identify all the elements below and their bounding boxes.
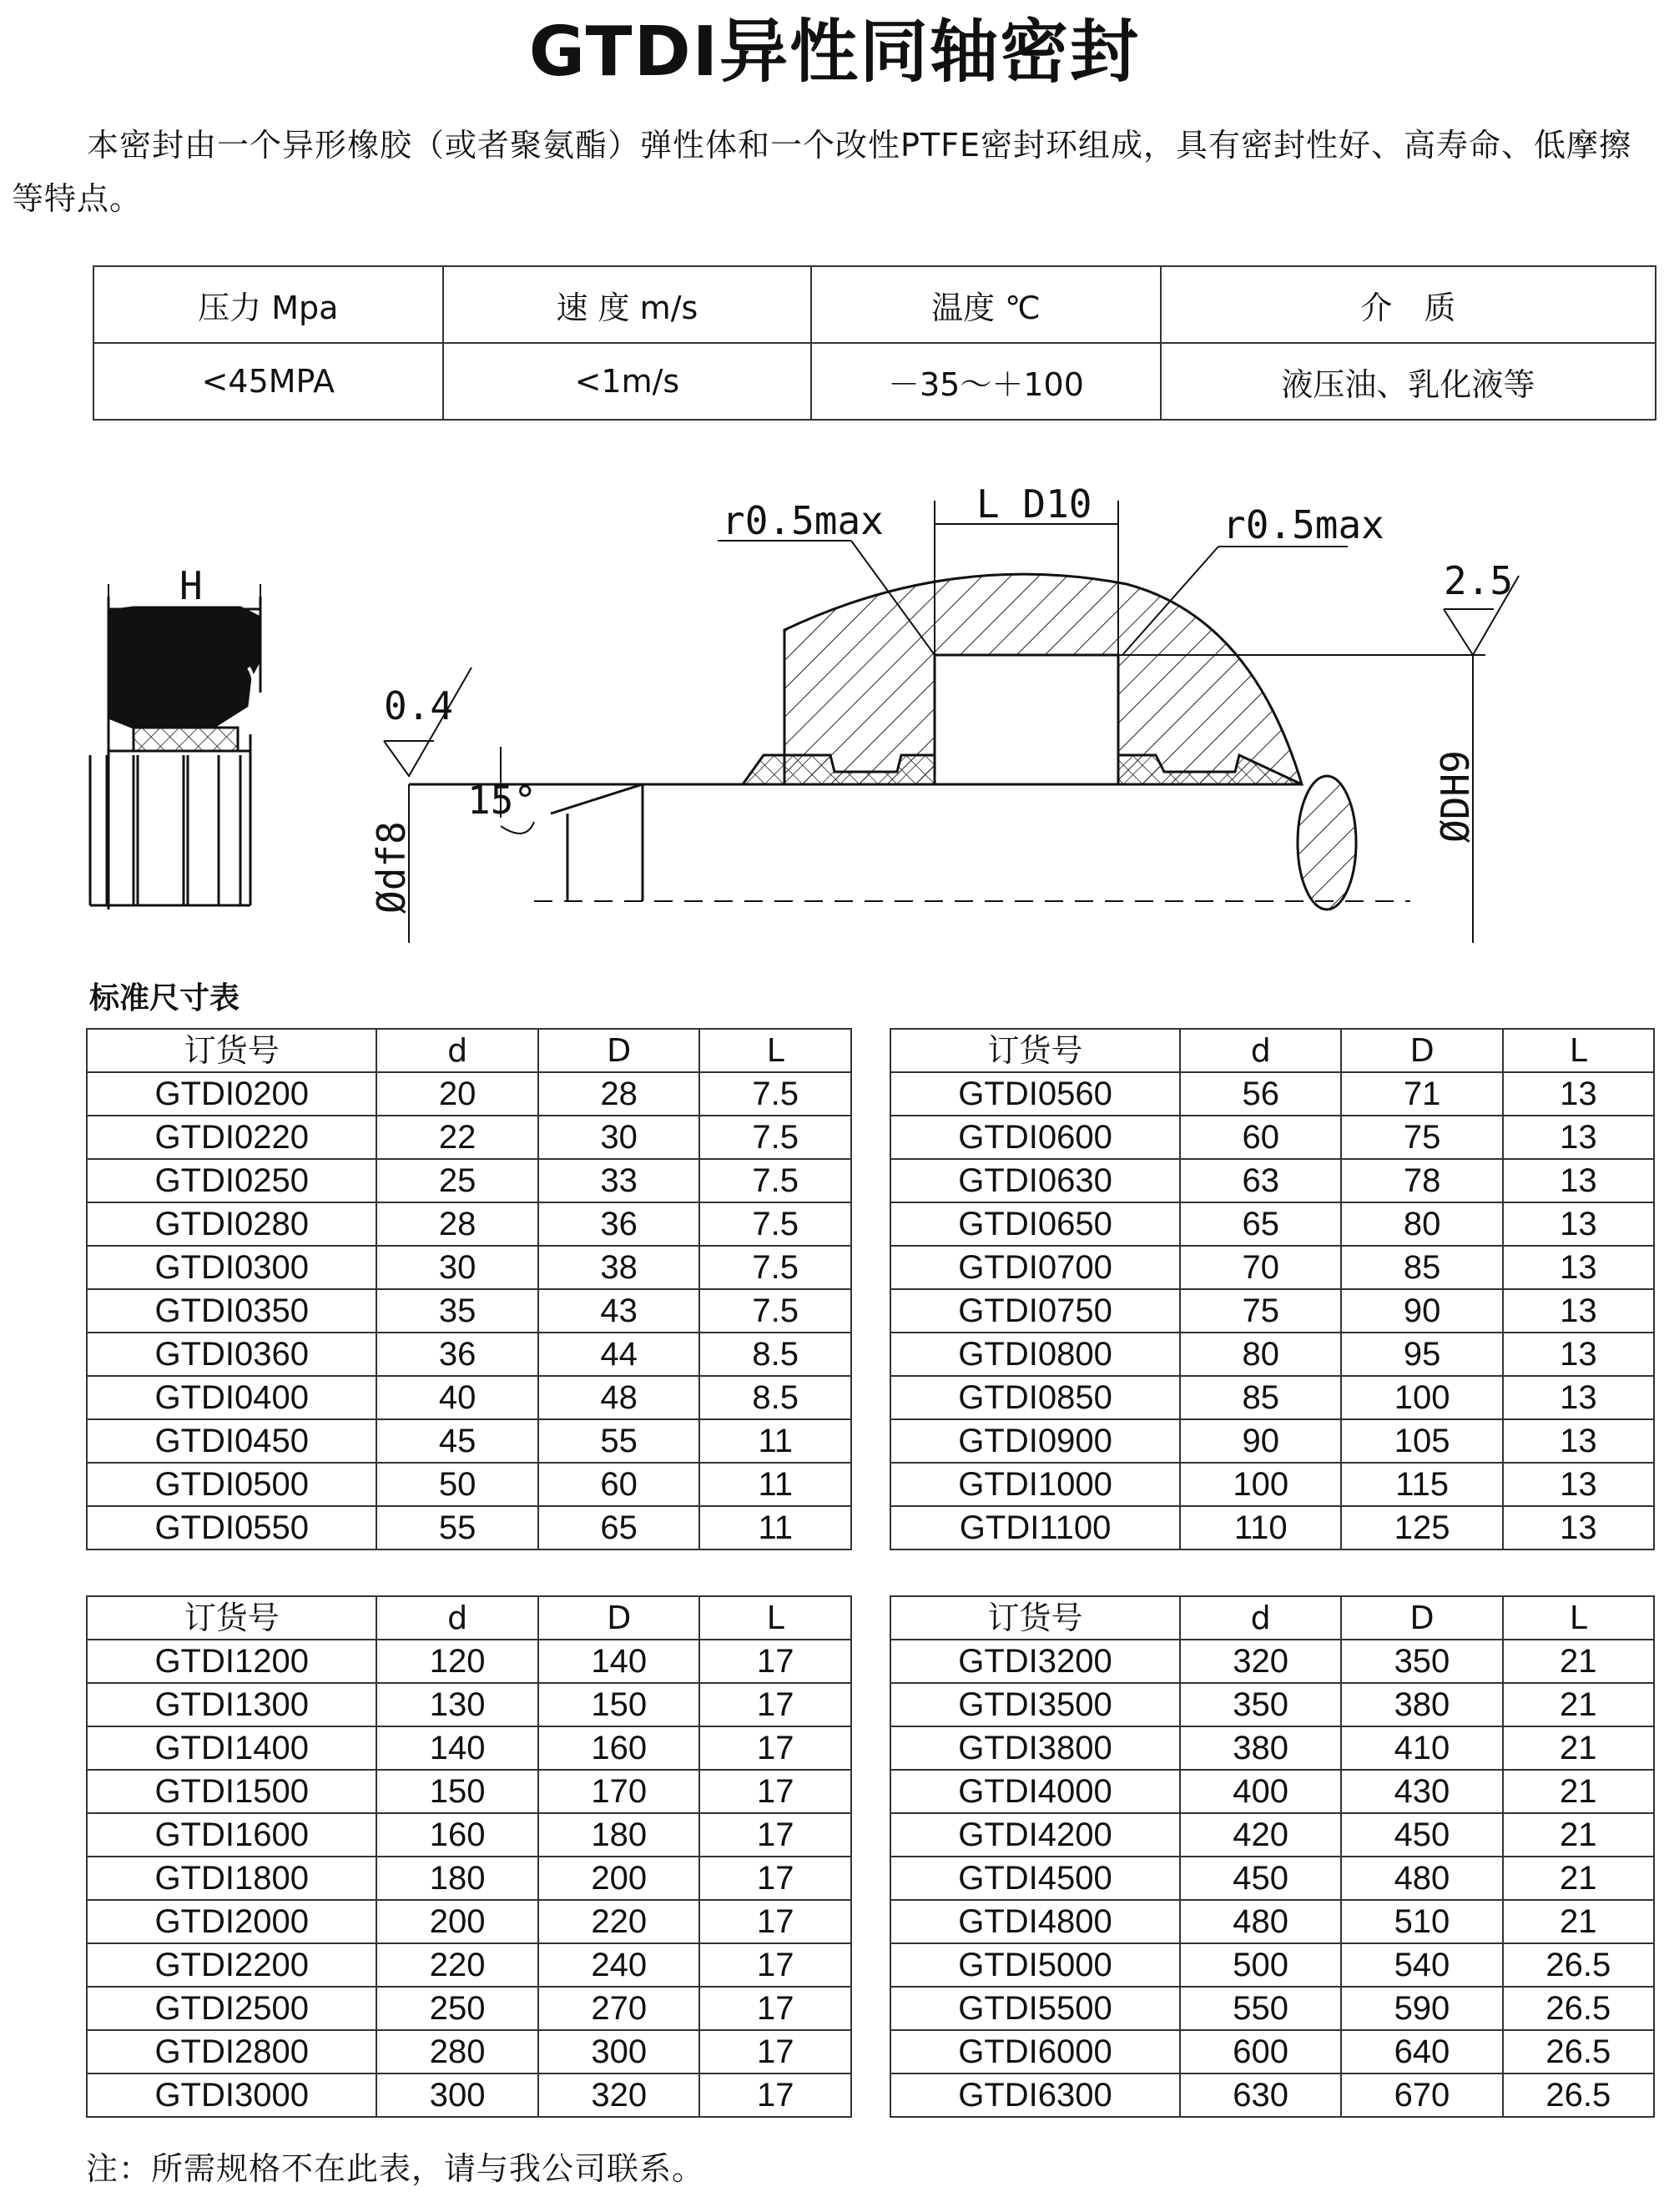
table-cell: 450: [1341, 1813, 1502, 1857]
table-cell: 500: [1180, 1943, 1341, 1987]
table-cell: 17: [699, 1943, 851, 1987]
table-cell: GTDI1300: [87, 1683, 376, 1726]
table-cell: GTDI1000: [890, 1463, 1180, 1506]
table-cell: 320: [1180, 1640, 1341, 1683]
table-cell: 550: [1180, 1987, 1341, 2030]
table-cell: 115: [1341, 1463, 1502, 1506]
radius-left-label: r0.5max: [722, 498, 884, 543]
table-row: [87, 1900, 851, 1943]
table-row: [87, 1202, 851, 1246]
dimension-h: [108, 563, 260, 617]
table-cell: 180: [376, 1857, 538, 1900]
table-cell: 160: [376, 1813, 538, 1857]
performance-value-cell: 液压油、乳化液等: [1161, 343, 1656, 420]
table-row: [87, 1246, 851, 1289]
table-cell: GTDI2200: [87, 1943, 376, 1987]
table-cell: 13: [1503, 1246, 1654, 1289]
table-cell: 48: [538, 1376, 699, 1419]
table-cell: GTDI0560: [890, 1072, 1180, 1116]
technical-drawing: [0, 0, 1669, 968]
table-header-cell: D: [538, 1029, 699, 1072]
roughness-right-label: 2.5: [1444, 558, 1514, 603]
table-cell: GTDI3500: [890, 1683, 1180, 1726]
table-cell: 7.5: [699, 1159, 851, 1202]
table-cell: 28: [538, 1072, 699, 1116]
table-cell: GTDI0200: [87, 1072, 376, 1116]
table-cell: 65: [1180, 1202, 1341, 1246]
table-cell: 56: [1180, 1072, 1341, 1116]
table-cell: 105: [1341, 1419, 1502, 1463]
table-cell: 630: [1180, 2073, 1341, 2117]
table-cell: 21: [1503, 1726, 1654, 1770]
size-table-1: [86, 1028, 852, 1550]
table-cell: 540: [1341, 1943, 1502, 1987]
table-cell: 350: [1180, 1683, 1341, 1726]
table-cell: 17: [699, 2030, 851, 2073]
table-cell: 17: [699, 1726, 851, 1770]
table-cell: GTDI1200: [87, 1640, 376, 1683]
table-row: [890, 1246, 1654, 1289]
table-cell: GTDI2800: [87, 2030, 376, 2073]
table-cell: 30: [538, 1116, 699, 1159]
table-cell: 90: [1180, 1419, 1341, 1463]
table-header-row: [890, 1596, 1654, 1640]
table-cell: 380: [1180, 1726, 1341, 1770]
table-cell: 480: [1341, 1857, 1502, 1900]
table-cell: 26.5: [1503, 2073, 1654, 2117]
table-header-cell: L: [1503, 1596, 1654, 1640]
table-cell: 150: [538, 1683, 700, 1726]
table-header-row: [87, 1596, 851, 1640]
table-row: [87, 1289, 851, 1333]
table-cell: GTDI0450: [87, 1419, 376, 1463]
table-row: [890, 2030, 1654, 2073]
table-cell: GTDI6000: [890, 2030, 1180, 2073]
shaft-break: [1298, 776, 1356, 909]
performance-header-cell: 压力 Mpa: [93, 266, 443, 343]
table-cell: GTDI1600: [87, 1813, 376, 1857]
table-cell: 21: [1503, 1900, 1654, 1943]
table-cell: GTDI4500: [890, 1857, 1180, 1900]
table-cell: GTDI0650: [890, 1202, 1180, 1246]
table-row: [890, 1943, 1654, 1987]
table-header-cell: L: [1503, 1029, 1654, 1072]
table-row: [87, 1419, 851, 1463]
table-cell: 50: [376, 1463, 537, 1506]
table-cell: 110: [1180, 1506, 1341, 1549]
table-row: [890, 1333, 1654, 1376]
table-cell: 21: [1503, 1813, 1654, 1857]
table-cell: GTDI2000: [87, 1900, 376, 1943]
table-cell: 450: [1180, 1857, 1341, 1900]
table-cell: 17: [699, 2073, 851, 2117]
table-row: [890, 1289, 1654, 1333]
table-row: [890, 1857, 1654, 1900]
table-cell: 85: [1180, 1376, 1341, 1419]
table-cell: GTDI0900: [890, 1419, 1180, 1463]
table-cell: 200: [376, 1900, 538, 1943]
table-cell: 26.5: [1503, 1943, 1654, 1987]
table-cell: 36: [376, 1333, 537, 1376]
table-cell: 38: [538, 1246, 699, 1289]
table-cell: 43: [538, 1289, 699, 1333]
table-cell: GTDI1800: [87, 1857, 376, 1900]
table-cell: GTDI0500: [87, 1463, 376, 1506]
table-cell: 160: [538, 1726, 700, 1770]
table-cell: GTDI1500: [87, 1770, 376, 1813]
table-cell: 590: [1341, 1987, 1502, 2030]
table-cell: 200: [538, 1857, 700, 1900]
table-row: [890, 1683, 1654, 1726]
table-cell: 90: [1341, 1289, 1502, 1333]
table-row: [890, 1770, 1654, 1813]
table-cell: 63: [1180, 1159, 1341, 1202]
table-row: [890, 1987, 1654, 2030]
table-cell: 44: [538, 1333, 699, 1376]
angle-label: 15°: [467, 778, 537, 823]
table-cell: 33: [538, 1159, 699, 1202]
df8-label: Ødf8: [369, 821, 414, 914]
performance-header-cell: 速 度 m/s: [443, 266, 812, 343]
table-row: [890, 1506, 1654, 1549]
table-row: [87, 2030, 851, 2073]
table-row: [87, 1683, 851, 1726]
table-cell: 25: [376, 1159, 537, 1202]
table-cell: GTDI4800: [890, 1900, 1180, 1943]
table-cell: 220: [538, 1900, 700, 1943]
section-title: 标准尺寸表: [89, 981, 240, 1015]
table-cell: 75: [1180, 1289, 1341, 1333]
table-cell: 17: [699, 1813, 851, 1857]
table-cell: 11: [699, 1506, 851, 1549]
table-cell: 17: [699, 1857, 851, 1900]
table-header-cell: 订货号: [890, 1029, 1180, 1072]
table-row: [87, 1770, 851, 1813]
performance-value-cell: <1m/s: [443, 343, 812, 420]
table-cell: 13: [1503, 1463, 1654, 1506]
table-cell: GTDI6300: [890, 2073, 1180, 2117]
table-cell: 45: [376, 1419, 537, 1463]
table-cell: 75: [1341, 1116, 1502, 1159]
performance-value-cell: <45MPA: [93, 343, 443, 420]
seal-cross-section: [90, 597, 260, 909]
table-cell: 17: [699, 1683, 851, 1726]
table-header-cell: d: [376, 1029, 537, 1072]
table-row: [890, 1640, 1654, 1683]
table-cell: 8.5: [699, 1376, 851, 1419]
table-cell: 280: [376, 2030, 538, 2073]
table-cell: 40: [376, 1376, 537, 1419]
table-cell: 120: [376, 1640, 538, 1683]
table-cell: 410: [1341, 1726, 1502, 1770]
table-cell: 250: [376, 1987, 538, 2030]
roughness-symbol-left: [384, 668, 471, 776]
table-header-row: [890, 1029, 1654, 1072]
table-cell: 30: [376, 1246, 537, 1289]
table-cell: 125: [1341, 1506, 1502, 1549]
table-cell: 240: [538, 1943, 700, 1987]
table-cell: 480: [1180, 1900, 1341, 1943]
table-cell: 170: [538, 1770, 700, 1813]
table-row: [890, 1463, 1654, 1506]
table-header-cell: 订货号: [87, 1596, 376, 1640]
table-cell: 21: [1503, 1857, 1654, 1900]
housing-section: [784, 574, 1302, 784]
table-cell: GTDI0850: [890, 1376, 1180, 1419]
table-cell: 150: [376, 1770, 538, 1813]
table-row: [87, 2073, 851, 2117]
roughness-left-label: 0.4: [384, 683, 454, 728]
table-header-cell: D: [1341, 1029, 1502, 1072]
table-cell: 220: [376, 1943, 538, 1987]
table-cell: 13: [1503, 1159, 1654, 1202]
table-cell: 13: [1503, 1506, 1654, 1549]
table-cell: 20: [376, 1072, 537, 1116]
table-cell: GTDI5500: [890, 1987, 1180, 2030]
table-cell: 180: [538, 1813, 700, 1857]
table-row: [87, 1333, 851, 1376]
table-cell: 430: [1341, 1770, 1502, 1813]
dimension-h-label: H: [179, 563, 203, 608]
table-row: [890, 2073, 1654, 2117]
table-row: [87, 1813, 851, 1857]
table-cell: 510: [1341, 1900, 1502, 1943]
dimension-l-label: L D10: [976, 481, 1092, 527]
page-title: GTDI异性同轴密封: [528, 13, 1141, 92]
table-header-cell: D: [538, 1596, 700, 1640]
table-cell: 13: [1503, 1376, 1654, 1419]
intro-paragraph: 本密封由一个异形橡胶（或者聚氨酯）弹性体和一个改性PTFE密封环组成，具有密封性好、高寿命、低摩擦等特点。: [12, 127, 1631, 217]
table-cell: GTDI0220: [87, 1116, 376, 1159]
table-row: [87, 1116, 851, 1159]
table-cell: 26.5: [1503, 2030, 1654, 2073]
table-cell: 7.5: [699, 1202, 851, 1246]
table-header-cell: L: [699, 1596, 851, 1640]
table-cell: 320: [538, 2073, 700, 2117]
table-cell: 21: [1503, 1640, 1654, 1683]
table-row: [87, 1506, 851, 1549]
table-cell: 17: [699, 1770, 851, 1813]
performance-value-cell: －35～＋100: [811, 343, 1161, 420]
table-row: [87, 1943, 851, 1987]
table-cell: 7.5: [699, 1116, 851, 1159]
table-header-cell: D: [1341, 1596, 1502, 1640]
table-cell: GTDI1400: [87, 1726, 376, 1770]
table-cell: GTDI0750: [890, 1289, 1180, 1333]
table-cell: 55: [376, 1506, 537, 1549]
table-cell: 400: [1180, 1770, 1341, 1813]
table-row: [87, 1726, 851, 1770]
size-table-2: [890, 1028, 1655, 1550]
table-row: [87, 1640, 851, 1683]
performance-header-cell: 介 质: [1161, 266, 1656, 343]
table-cell: 26.5: [1503, 1987, 1654, 2030]
footer-note: 注：所需规格不在此表，请与我公司联系。: [86, 2150, 705, 2187]
size-table-3: [86, 1595, 852, 2118]
table-cell: GTDI5000: [890, 1943, 1180, 1987]
table-cell: GTDI0630: [890, 1159, 1180, 1202]
table-header-cell: d: [1180, 1029, 1341, 1072]
table-cell: 640: [1341, 2030, 1502, 2073]
table-cell: 22: [376, 1116, 537, 1159]
table-cell: 350: [1341, 1640, 1502, 1683]
table-cell: GTDI0350: [87, 1289, 376, 1333]
table-row: [890, 1072, 1654, 1116]
table-row: [87, 1376, 851, 1419]
table-cell: GTDI4000: [890, 1770, 1180, 1813]
table-cell: GTDI3200: [890, 1640, 1180, 1683]
table-row: [890, 1813, 1654, 1857]
table-cell: 60: [1180, 1116, 1341, 1159]
table-cell: GTDI0300: [87, 1246, 376, 1289]
table-cell: 300: [376, 2073, 538, 2117]
table-row: [87, 1159, 851, 1202]
table-row: [890, 1116, 1654, 1159]
table-row: [890, 1726, 1654, 1770]
table-cell: 70: [1180, 1246, 1341, 1289]
table-cell: 670: [1341, 2073, 1502, 2117]
table-cell: GTDI2500: [87, 1987, 376, 2030]
table-row: [890, 1159, 1654, 1202]
radius-right-label: r0.5max: [1223, 502, 1384, 547]
table-header-row: [87, 1029, 851, 1072]
table-cell: 13: [1503, 1072, 1654, 1116]
table-cell: 13: [1503, 1333, 1654, 1376]
table-cell: 7.5: [699, 1072, 851, 1116]
table-cell: GTDI0280: [87, 1202, 376, 1246]
table-cell: 300: [538, 2030, 700, 2073]
dh9-label: ØDH9: [1433, 750, 1478, 843]
table-cell: 8.5: [699, 1333, 851, 1376]
table-header-cell: d: [376, 1596, 538, 1640]
table-cell: 21: [1503, 1683, 1654, 1726]
table-cell: GTDI3800: [890, 1726, 1180, 1770]
table-cell: 7.5: [699, 1246, 851, 1289]
table-cell: 11: [699, 1463, 851, 1506]
table-cell: 55: [538, 1419, 699, 1463]
table-cell: 17: [699, 1640, 851, 1683]
table-cell: GTDI0800: [890, 1333, 1180, 1376]
size-table-4: [890, 1595, 1655, 2118]
table-cell: GTDI0600: [890, 1116, 1180, 1159]
table-cell: 35: [376, 1289, 537, 1333]
table-cell: GTDI0550: [87, 1506, 376, 1549]
table-cell: 13: [1503, 1202, 1654, 1246]
table-row: [87, 1987, 851, 2030]
table-header-cell: d: [1180, 1596, 1341, 1640]
table-row: [87, 1857, 851, 1900]
table-cell: 140: [376, 1726, 538, 1770]
table-cell: 100: [1180, 1463, 1341, 1506]
table-cell: 13: [1503, 1116, 1654, 1159]
table-row: [890, 1376, 1654, 1419]
table-row: [890, 1900, 1654, 1943]
table-cell: 71: [1341, 1072, 1502, 1116]
table-row: [87, 1463, 851, 1506]
table-cell: 130: [376, 1683, 538, 1726]
table-header-cell: 订货号: [890, 1596, 1180, 1640]
table-cell: 17: [699, 1900, 851, 1943]
table-cell: 28: [376, 1202, 537, 1246]
table-cell: 13: [1503, 1419, 1654, 1463]
table-cell: GTDI1100: [890, 1506, 1180, 1549]
table-cell: 100: [1341, 1376, 1502, 1419]
table-cell: 95: [1341, 1333, 1502, 1376]
table-cell: GTDI0250: [87, 1159, 376, 1202]
table-cell: 60: [538, 1463, 699, 1506]
table-cell: 65: [538, 1506, 699, 1549]
table-cell: 80: [1180, 1333, 1341, 1376]
table-cell: 270: [538, 1987, 700, 2030]
table-cell: 420: [1180, 1813, 1341, 1857]
table-row: [890, 1419, 1654, 1463]
table-cell: 85: [1341, 1246, 1502, 1289]
table-cell: GTDI0400: [87, 1376, 376, 1419]
table-cell: 380: [1341, 1683, 1502, 1726]
table-cell: 78: [1341, 1159, 1502, 1202]
table-cell: GTDI4200: [890, 1813, 1180, 1857]
table-cell: 80: [1341, 1202, 1502, 1246]
table-cell: GTDI3000: [87, 2073, 376, 2117]
table-cell: GTDI0700: [890, 1246, 1180, 1289]
table-cell: 140: [538, 1640, 700, 1683]
table-cell: 13: [1503, 1289, 1654, 1333]
performance-header-cell: 温度 ℃: [811, 266, 1161, 343]
table-cell: 7.5: [699, 1289, 851, 1333]
table-cell: 36: [538, 1202, 699, 1246]
table-header-cell: 订货号: [87, 1029, 376, 1072]
table-cell: 17: [699, 1987, 851, 2030]
table-cell: 600: [1180, 2030, 1341, 2073]
table-header-cell: L: [699, 1029, 851, 1072]
table-row: [890, 1202, 1654, 1246]
table-cell: 11: [699, 1419, 851, 1463]
table-row: [87, 1072, 851, 1116]
table-cell: 21: [1503, 1770, 1654, 1813]
table-cell: GTDI0360: [87, 1333, 376, 1376]
